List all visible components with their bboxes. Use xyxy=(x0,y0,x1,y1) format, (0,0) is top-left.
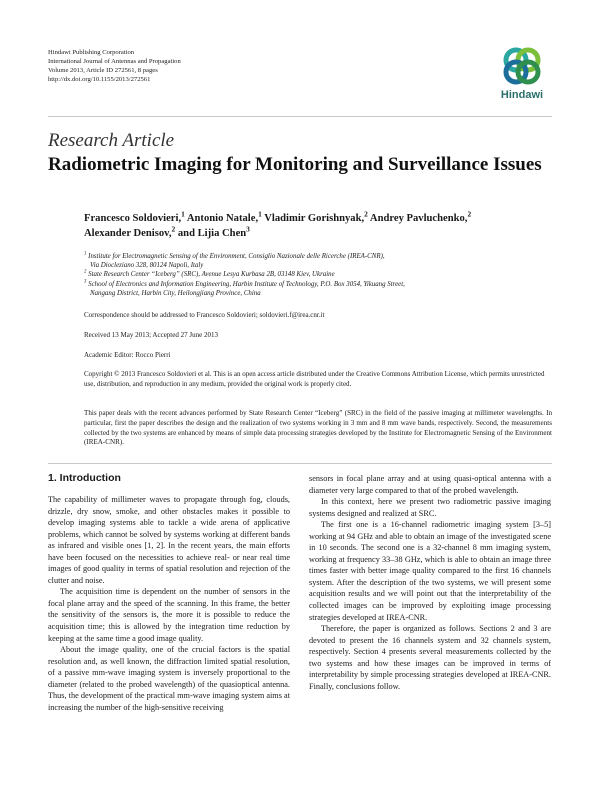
hindawi-logo-icon xyxy=(500,44,544,88)
affiliation-item xyxy=(84,252,552,270)
body-paragraph: Therefore, the paper is organized as follows. Sections 2 and 3 are devoted to present the 16 channels system and 32 channels system, respectively. Section 4 presents several measurements collected by the two systems and how these images can be improved in terms of interpretability by simple processing strategies developed at IREA-CNR. Finally, conclusions follow. xyxy=(309,624,551,691)
copyright-notice: Copyright © 2013 Francesco Soldovieri et al. This is an open access article distributed under the Creative Commons Attribution License, which permits unrestricted use, distribution, and reproduction in any medium, provided the original work is properly cited. xyxy=(84,370,545,388)
author-sup: 2 xyxy=(364,209,368,219)
affiliation-sup: 3 xyxy=(84,279,87,285)
body-paragraph: In this context, here we present two radiometric passive imaging systems designed and realized at SRC. xyxy=(309,497,551,518)
affiliation-line: School of Electronics and Information Engineering, Harbin Institute of Technology, P.O. Box 3054, Yikuang Street, xyxy=(88,280,405,288)
affiliation-line: Via Diocleziano 328, 80124 Napoli, Italy xyxy=(90,262,204,270)
body-paragraph: sensors in focal plane array and at using quasi-optical antenna with a diameter very large compared to that of the probed wavelength. xyxy=(309,474,551,495)
article-title: Radiometric Imaging for Monitoring and Surveillance Issues xyxy=(48,154,542,175)
author-sup: 1 xyxy=(181,209,185,219)
body-paragraph: The first one is a 16-channel radiometric imaging system [3–5] working at 94 GHz and able to obtain an image of the investigated scene in 10 seconds. The second one is a 32-channel 8 mm imaging system, working at frequency 33–38 GHz, which is able to obtain an image three times faster with better image quality compared to the first 16 channels system. After the description of the two systems, we will present some acquisition results and we will point out that the interpretability of the collected images can be improved by exploiting image processing strategies developed at IREA-CNR. xyxy=(309,520,551,622)
publisher-name: Hindawi Publishing Corporation xyxy=(48,49,135,56)
correspondence: Correspondence should be addressed to Francesco Soldovieri; soldovieri.f@irea.cnr.it xyxy=(84,311,325,319)
author-name: Andrey Pavluchenko, xyxy=(369,213,468,224)
received-dates: Received 13 May 2013; Accepted 27 June 2013 xyxy=(84,331,218,339)
body-paragraph: The acquisition time is dependent on the number of sensors in the focal plane array and the speed of the scanning. In this frame, the better the sensitivity of the sensors is, the more it is possible to reduce the acquisition time; this is allowed by the integration time reduction by keeping at the same time a good image quality. xyxy=(48,587,290,643)
header-divider xyxy=(48,116,552,117)
author-name: Vladimir Gorishnyak, xyxy=(264,213,365,224)
article-type: Research Article xyxy=(48,130,175,151)
affiliation-sup: 2 xyxy=(84,270,87,276)
affiliations xyxy=(84,252,552,298)
volume-info: Volume 2013, Article ID 272561, 8 pages xyxy=(48,67,158,74)
author-sup: 2 xyxy=(467,209,472,219)
author-name: Francesco Soldovieri, xyxy=(84,213,182,224)
author-sup: 3 xyxy=(246,224,250,234)
section-heading: 1. Introduction xyxy=(48,472,121,484)
affiliation-sup: 1 xyxy=(84,251,87,257)
affiliation-item xyxy=(84,270,552,279)
author-name: and Lijia Chen xyxy=(177,228,247,239)
journal-name: International Journal of Antennas and Propagation xyxy=(48,58,181,65)
doi-link[interactable]: http://dx.doi.org/10.1155/2013/272561 xyxy=(48,76,151,83)
body-paragraph: The capability of millimeter waves to propagate through fog, clouds, drizzle, dry snow, smoke, and other obstacles makes it possible to develop imaging systems able to tackle a wide arena of applicative problems, which cannot be solved by systems working at different bands as infrared and visible ones [1, 2]. In the recent years, the main efforts have been focused on the necessities to achieve real- or near real time images of good quality in terms of spatial resolution and rejection of the clutter and noise. xyxy=(48,495,290,585)
author-sup: 1 xyxy=(258,209,262,219)
academic-editor: Academic Editor: Rocco Pierri xyxy=(84,351,171,359)
left-column xyxy=(48,472,290,713)
affiliation-line: State Research Center “Iceberg” (SRC), Avenue Lesya Kurbasa 2B, 03148 Kiev, Ukraine xyxy=(88,271,335,279)
author-list xyxy=(84,211,552,241)
logo-wordmark: Hindawi xyxy=(500,89,544,101)
right-column xyxy=(309,473,551,692)
affiliation-line: Nangang District, Harbin City, Heilongjiang Province, China xyxy=(90,289,261,297)
abstract: This paper deals with the recent advances performed by State Research Center “Iceberg” (SRC) in the field of the passive imaging at millimeter wavelengths. In particular, first the paper describes the design and the realization of two systems working in 3 mm and 8 mm wave bands, respectively. Second, the measurements collected by the two systems are enhanced by means of simple data processing strategies developed by the Institute for Electromagnetic Sensing of the Environment (IREA-CNR). xyxy=(84,409,552,447)
hindawi-logo xyxy=(492,44,552,108)
author-name: Antonio Natale, xyxy=(186,213,259,224)
author-sup: 2 xyxy=(171,224,176,234)
abstract-divider xyxy=(48,463,552,464)
journal-header xyxy=(48,48,181,84)
affiliation-line: Institute for Electromagnetic Sensing of the Environment, Consiglio Nazionale delle Ricerche (IREA-CNR), xyxy=(88,253,385,260)
body-paragraph: About the image quality, one of the crucial factors is the spatial resolution and, as well known, the diffraction limited spatial resolution, of a passive mm-wave imaging system is inversely proportional to the diameter (related to the probed wavelength) of the quasioptical antenna. Thus, the development of the practical mm-wave imaging system aims at increasing the number of the high-sensitive receiving xyxy=(48,645,290,712)
affiliation-item xyxy=(84,280,552,298)
author-name: Alexander Denisov, xyxy=(84,228,172,239)
